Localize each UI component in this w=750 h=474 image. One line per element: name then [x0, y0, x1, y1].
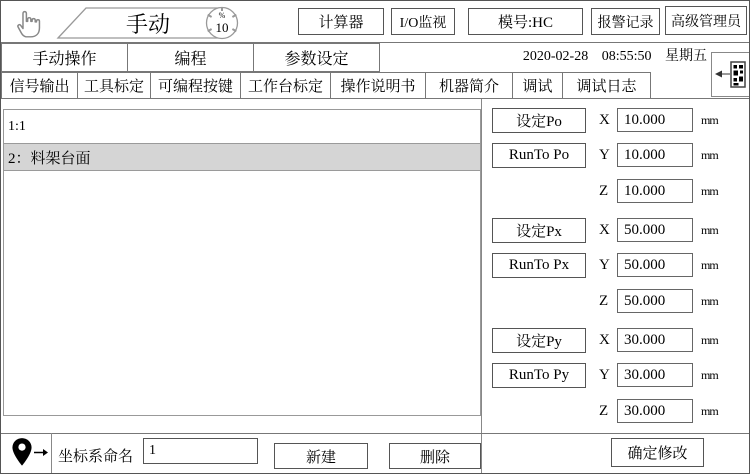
subtab-operation-manual[interactable]: 操作说明书: [330, 72, 426, 99]
axis-label-y: Y: [599, 367, 610, 383]
subtab-debug[interactable]: 调试: [512, 72, 563, 99]
location-pin-icon: [9, 437, 35, 471]
io-monitor-button[interactable]: I/O监视: [391, 8, 455, 35]
list-item[interactable]: [4, 110, 480, 144]
set-px-button[interactable]: 设定Px: [492, 218, 586, 243]
coord-name-input[interactable]: [143, 438, 258, 464]
px-z-unit: mm: [701, 294, 718, 308]
subtab-signal-output[interactable]: 信号输出: [1, 72, 78, 99]
py-x-unit: mm: [701, 333, 718, 347]
axis-label-y: Y: [599, 147, 610, 163]
subtab-bottom-rule: [1, 98, 750, 99]
admin-level-button[interactable]: 高级管理员: [665, 6, 747, 35]
po-z-unit: mm: [701, 184, 718, 198]
tab-programming[interactable]: 编程: [127, 43, 254, 72]
bottom-bar-rule: [1, 433, 750, 434]
point-group-px: [481, 218, 750, 318]
subtab-table-calibration[interactable]: 工作台标定: [240, 72, 331, 99]
coordinate-system-list: [3, 109, 481, 416]
tab-parameter-setting[interactable]: 参数设定: [253, 43, 380, 72]
px-x-value-field[interactable]: 50.000: [617, 218, 693, 242]
runto-px-button[interactable]: RunTo Px: [492, 253, 586, 278]
py-z-value-field[interactable]: 30.000: [617, 399, 693, 423]
set-po-button[interactable]: 设定Po: [492, 108, 586, 133]
subtab-debug-log[interactable]: 调试日志: [562, 72, 651, 99]
px-z-value-field[interactable]: 50.000: [617, 289, 693, 313]
point-group-py: [481, 328, 750, 428]
mode-banner[interactable]: [56, 5, 246, 41]
po-z-value-field[interactable]: 10.000: [617, 179, 693, 203]
speed-value: 10: [215, 20, 229, 35]
runto-po-button[interactable]: RunTo Po: [492, 143, 586, 168]
speed-unit: %: [218, 11, 226, 20]
subtab-tool-calibration[interactable]: 工具标定: [77, 72, 151, 99]
time-text: 08:55:50: [601, 49, 652, 64]
axis-label-z: Z: [599, 293, 609, 309]
set-py-button[interactable]: 设定Py: [492, 328, 586, 353]
axis-label-z: Z: [599, 183, 609, 199]
axis-label-x: X: [599, 112, 610, 128]
hand-cursor-icon: [13, 6, 47, 40]
po-x-unit: mm: [701, 113, 718, 127]
calculator-button[interactable]: 计算器: [298, 8, 384, 35]
py-x-value-field[interactable]: 30.000: [617, 328, 693, 352]
py-y-value-field[interactable]: 30.000: [617, 363, 693, 387]
coord-name-label: 坐标系命名: [58, 449, 134, 465]
pin-arrow-icon: [34, 447, 49, 458]
py-y-unit: mm: [701, 368, 718, 382]
delete-button[interactable]: 删除: [389, 443, 481, 469]
list-item-selected[interactable]: [4, 143, 480, 171]
px-y-value-field[interactable]: 50.000: [617, 253, 693, 277]
runto-py-button[interactable]: RunTo Py: [492, 363, 586, 388]
new-button[interactable]: 新建: [274, 443, 368, 469]
po-x-value-field[interactable]: 10.000: [617, 108, 693, 132]
py-z-unit: mm: [701, 404, 718, 418]
datetime-display: [471, 45, 707, 63]
top-bar: [1, 1, 749, 43]
axis-label-x: X: [599, 222, 610, 238]
pin-cell-divider: [51, 433, 52, 474]
po-y-value-field[interactable]: 10.000: [617, 143, 693, 167]
tab-manual-operation[interactable]: 手动操作: [1, 43, 128, 72]
po-y-unit: mm: [701, 148, 718, 162]
subtab-programmable-keys[interactable]: 可编程按键: [150, 72, 241, 99]
px-x-unit: mm: [701, 223, 718, 237]
alarm-log-button[interactable]: 报警记录: [591, 8, 660, 35]
screen-switch-button[interactable]: [711, 52, 750, 97]
switch-arrow-matrix-icon: [712, 53, 749, 96]
confirm-modify-button[interactable]: 确定修改: [611, 438, 704, 467]
px-y-unit: mm: [701, 258, 718, 272]
mode-label: 手动: [125, 12, 171, 37]
date-text: 2020-02-28: [522, 49, 589, 64]
point-group-po: [481, 108, 750, 208]
axis-label-z: Z: [599, 403, 609, 419]
axis-label-y: Y: [599, 257, 610, 273]
list-item-label: 2：料架台面: [8, 150, 91, 167]
subtab-machine-intro[interactable]: 机器简介: [425, 72, 513, 99]
weekday-text: 星期五: [665, 49, 707, 64]
list-item-label: 1:1: [8, 118, 26, 134]
model-number-button[interactable]: 模号:HC: [468, 8, 583, 35]
axis-label-x: X: [599, 332, 610, 348]
